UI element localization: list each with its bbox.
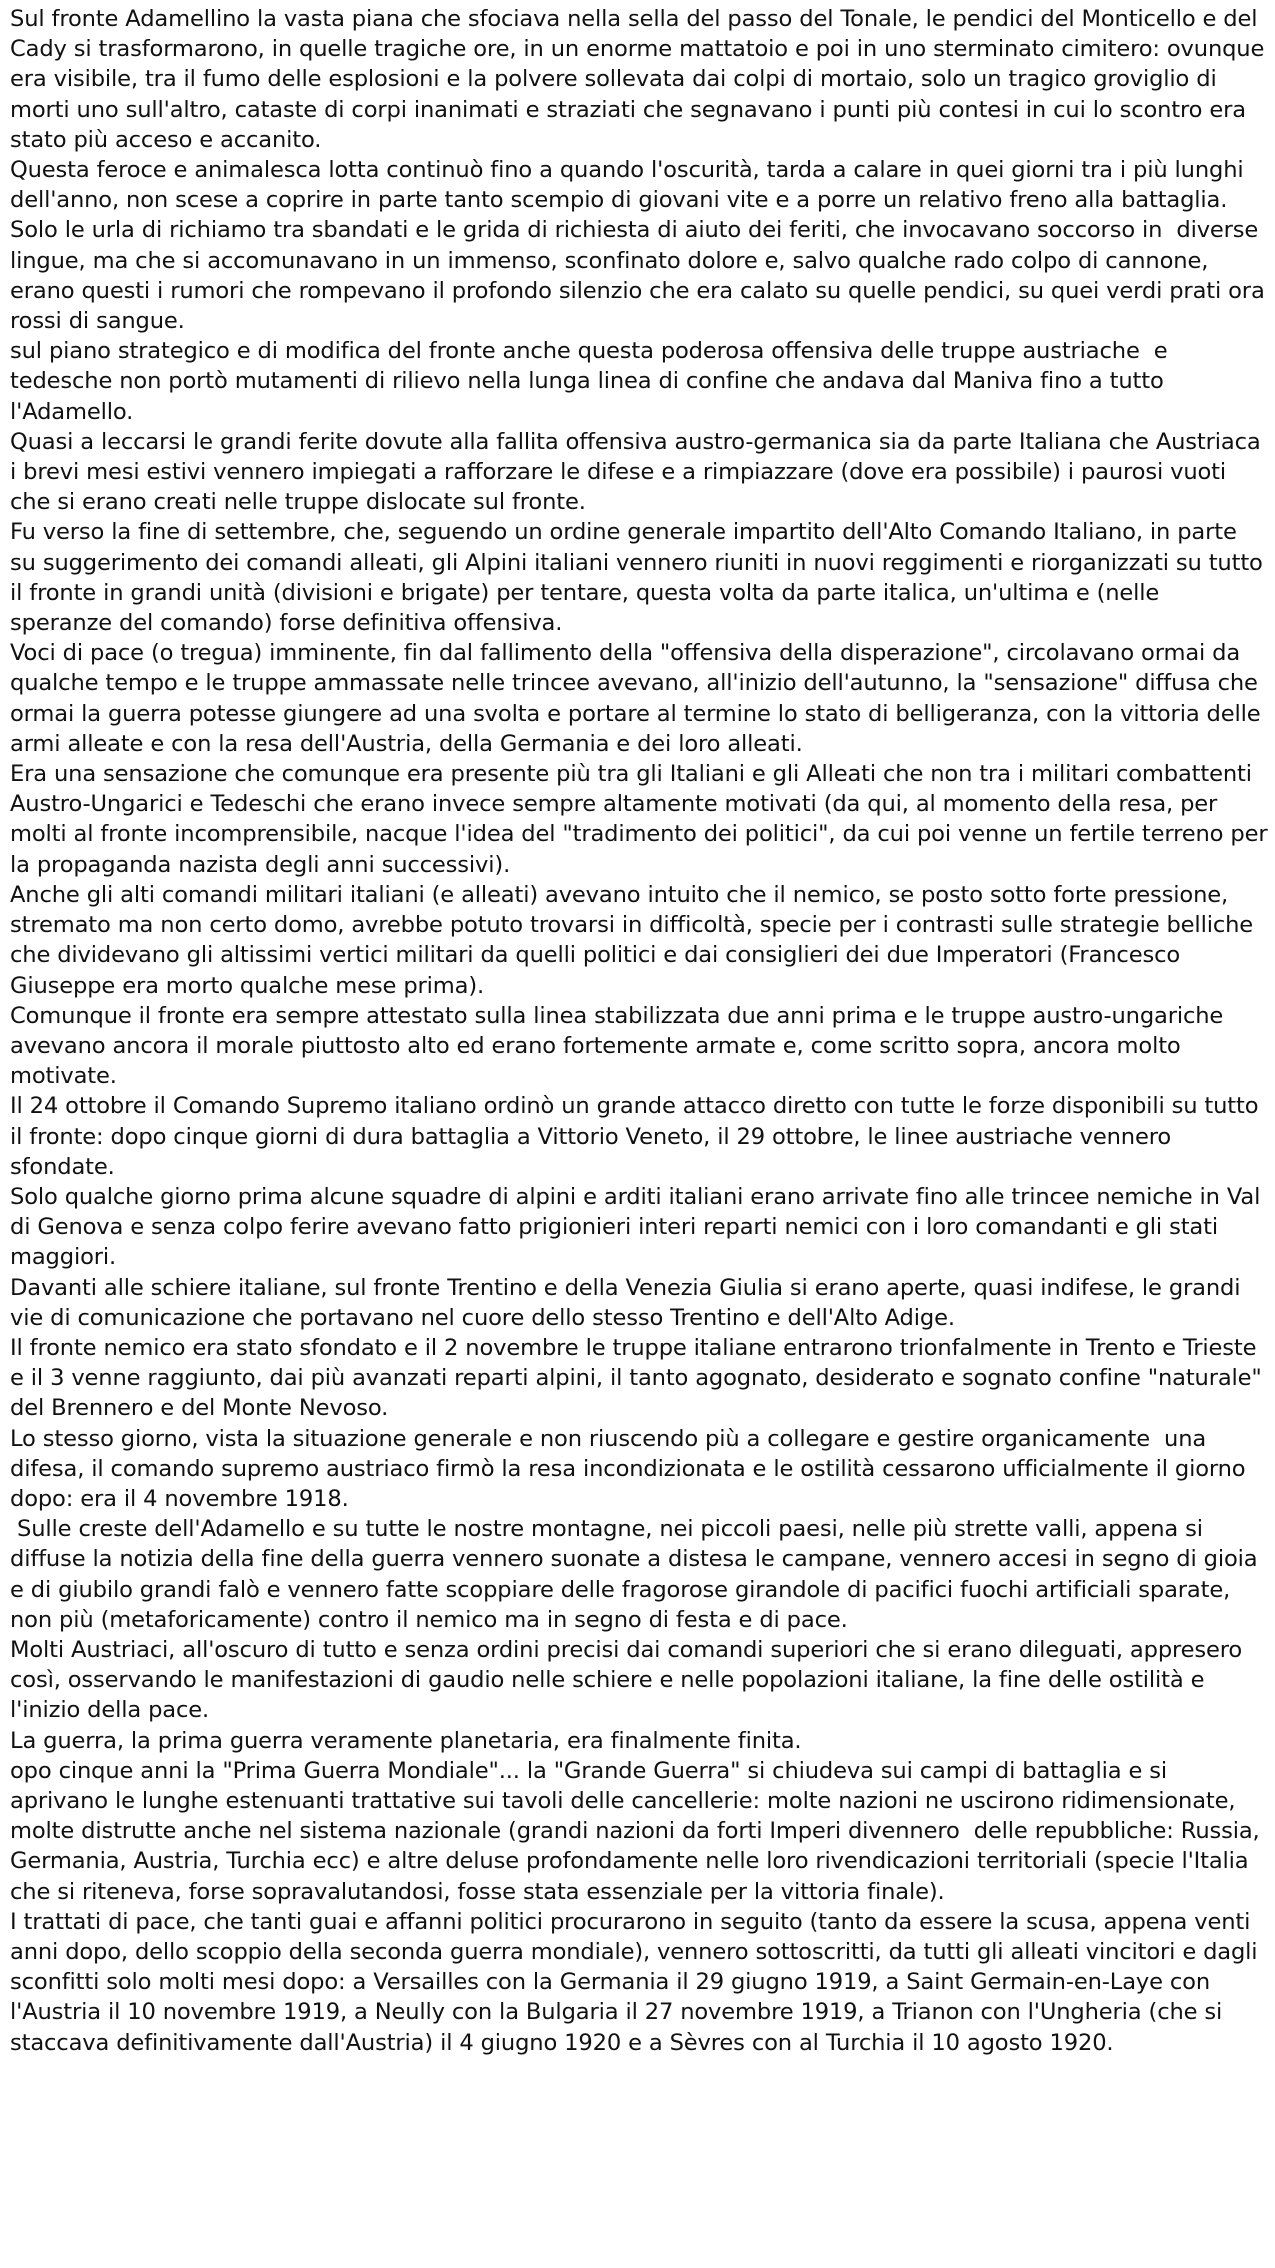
- paragraph: Sul fronte Adamellino la vasta piana che sfociava nella sella del passo del Tonale, le pendici del Monticello e del Cady si trasformarono, in quelle tragiche ore, in un enorme mattatoio e poi in uno sterminato cimitero: ovunque era visibile, tra il fumo delle esplosioni e la polvere sollevata dai colpi di mortaio, solo un tragico groviglio di morti uno sull'altro, cataste di corpi inanimati e straziati che segnavano i punti più contesi in cui lo scontro era stato più acceso e accanito.: [10, 6, 1272, 153]
- paragraph: Fu verso la fine di settembre, che, seguendo un ordine generale impartito dell'Alto Comando Italiano, in parte su suggerimento dei comandi alleati, gli Alpini italiani vennero riuniti in nuovi reggimenti e riorganizzati su tutto il fronte in grandi unità (divisioni e brigate) per tentare, questa volta da parte italica, un'ultima e (nelle speranze del comando) forse definitiva offensiva.: [10, 519, 1270, 637]
- paragraph: sul piano strategico e di modifica del fronte anche questa poderosa offensiva delle truppe austriache e tedesche non portò mutamenti di rilievo nella lunga linea di confine che andava dal Maniva fino a tutto l'Adamello.: [10, 338, 1175, 425]
- paragraph: Anche gli alti comandi militari italiani (e alleati) avevano intuito che il nemico, se posto sotto forte pressione, stremato ma non certo domo, avrebbe potuto trovarsi in difficoltà, specie per i contrasti sulle strategie belliche che dividevano gli altissimi vertici militari da quelli politici e dai consiglieri dei due Imperatori (Francesco Giuseppe era morto qualche mese prima).: [10, 881, 1261, 999]
- paragraph: Sulle creste dell'Adamello e su tutte le nostre montagne, nei piccoli paesi, nelle più strette valli, appena si diffuse la notizia della fine della guerra vennero suonate a distesa le campane, vennero accesi in segno di gioia e di giubilo grandi falò e vennero fatte scoppiare delle fragorose girandole di pacifici fuochi artificiali sparate, non più (metaforicamente) contro il nemico ma in segno di festa e di pace.: [10, 1516, 1265, 1633]
- paragraph: Lo stesso giorno, vista la situazione generale e non riuscendo più a collegare e gestire organicamente una difesa, il comando supremo austriaco firmò la resa incondizionata e le ostilità cessarono ufficialmente il giorno dopo: era il 4 novembre 1918.: [10, 1425, 1253, 1512]
- paragraph: Voci di pace (o tregua) imminente, fin dal fallimento della "offensiva della disperazione", circolavano ormai da qualche tempo e le truppe ammassate nelle trincee avevano, all'inizio dell'autunno, la "sensazione" diffusa che ormai la guerra potesse giungere ad una svolta e portare al termine lo stato di belligeranza, con la vittoria delle armi alleate e con la resa dell'Austria, della Germania e dei loro alleati.: [10, 640, 1268, 757]
- paragraph: Era una sensazione che comunque era presente più tra gli Italiani e gli Alleati che non tra i militari combattenti Austro-Ungarici e Tedeschi che erano invece sempre altamente motivati (da qui, al momento della resa, per molti al fronte incomprensibile, nacque l'idea del "tradimento dei politici", da cui poi venne un fertile terreno per la propaganda nazista degli anni successivi).: [10, 761, 1275, 878]
- document-body: [10, 4, 1275, 2058]
- paragraph: La guerra, la prima guerra veramente planetaria, era finalmente finita.: [10, 1727, 802, 1754]
- paragraph: Quasi a leccarsi le grandi ferite dovute alla fallita offensiva austro-germanica sia da parte Italiana che Austriaca i brevi mesi estivi vennero impiegati a rafforzare le difese e a rimpiazzare (dove era possibile) i paurosi vuoti che si erano creati nelle truppe dislocate sul fronte.: [10, 428, 1268, 516]
- paragraph: I trattati di pace, che tanti guai e affanni politici procurarono in seguito (tanto da essere la scusa, appena venti anni dopo, dello scoppio della seconda guerra mondiale), vennero sottoscritti, da tutti gli alleati vincitori e dagli sconfitti solo molti mesi dopo: a Versailles con la Germania il 29 giugno 1919, a Saint Germain-en-Laye con l'Austria il 10 novembre 1919, a Neully con la Bulgaria il 27 novembre 1919, a Trianon con l'Ungheria (che si staccava definitivamente dall'Austria) il 4 giugno 1920 e a Sèvres con al Turchia il 10 agosto 1920.: [10, 1908, 1265, 2056]
- paragraph: Il 24 ottobre il Comando Supremo italiano ordinò un grande attacco diretto con tutte le forze disponibili su tutto il fronte: dopo cinque giorni di dura battaglia a Vittorio Veneto, il 29 ottobre, le linee austriache vennero sfondate.: [10, 1093, 1266, 1180]
- paragraph: Solo le urla di richiamo tra sbandati e le grida di richiesta di aiuto dei feriti, che invocavano soccorso in diverse lingue, ma che si accomunavano in un immenso, sconfinato dolore e, salvo qualche rado colpo di cannone, erano questi i rumori che rompevano il profondo silenzio che era calato su quelle pendici, su quei verdi prati ora rossi di sangue.: [10, 217, 1272, 335]
- paragraph: Il fronte nemico era stato sfondato e il 2 novembre le truppe italiane entrarono trionfalmente in Trento e Trieste e il 3 venne raggiunto, dai più avanzati reparti alpini, il tanto agognato, desiderato e sognato confine "naturale" del Brennero e del Monte Nevoso.: [10, 1334, 1269, 1422]
- paragraph: Molti Austriaci, all'oscuro di tutto e senza ordini precisi dai comandi superiori che si erano dileguati, appresero così, osservando le manifestazioni di gaudio nelle schiere e nelle popolazioni italiane, la fine delle ostilità e l'inizio della pace.: [10, 1636, 1250, 1724]
- paragraph: opo cinque anni la "Prima Guerra Mondiale"... la "Grande Guerra" si chiudeva sui campi di battaglia e si aprivano le lunghe estenuanti trattative sui tavoli delle cancellerie: molte nazioni ne uscirono ridimensionate, molte distrutte anche nel sistema nazionale (grandi nazioni da forti Imperi divennero delle repubbliche: Russia, Germania, Austria, Turchia ecc) e altre deluse profondamente nelle loro rivendicazioni territoriali (specie l'Italia che si riteneva, forse sopravalutandosi, fosse stata essenziale per la vittoria finale).: [10, 1757, 1267, 1905]
- paragraph: Comunque il fronte era sempre attestato sulla linea stabilizzata due anni prima e le truppe austro-ungariche avevano ancora il morale piuttosto alto ed erano fortemente armate e, come scritto sopra, ancora molto motivate.: [10, 1002, 1231, 1090]
- paragraph: Solo qualche giorno prima alcune squadre di alpini e arditi italiani erano arrivate fino alle trincee nemiche in Val di Genova e senza colpo ferire avevano fatto prigionieri interi reparti nemici con i loro comandanti e gli stati maggiori.: [10, 1183, 1268, 1271]
- paragraph: Questa feroce e animalesca lotta continuò fino a quando l'oscurità, tarda a calare in quei giorni tra i più lunghi dell'anno, non scese a coprire in parte tanto scempio di giovani vite e a porre un relativo freno alla battaglia.: [10, 157, 1251, 214]
- paragraph: Davanti alle schiere italiane, sul fronte Trentino e della Venezia Giulia si erano aperte, quasi indifese, le grandi vie di comunicazione che portavano nel cuore dello stesso Trentino e dell'Alto Adige.: [10, 1274, 1248, 1331]
